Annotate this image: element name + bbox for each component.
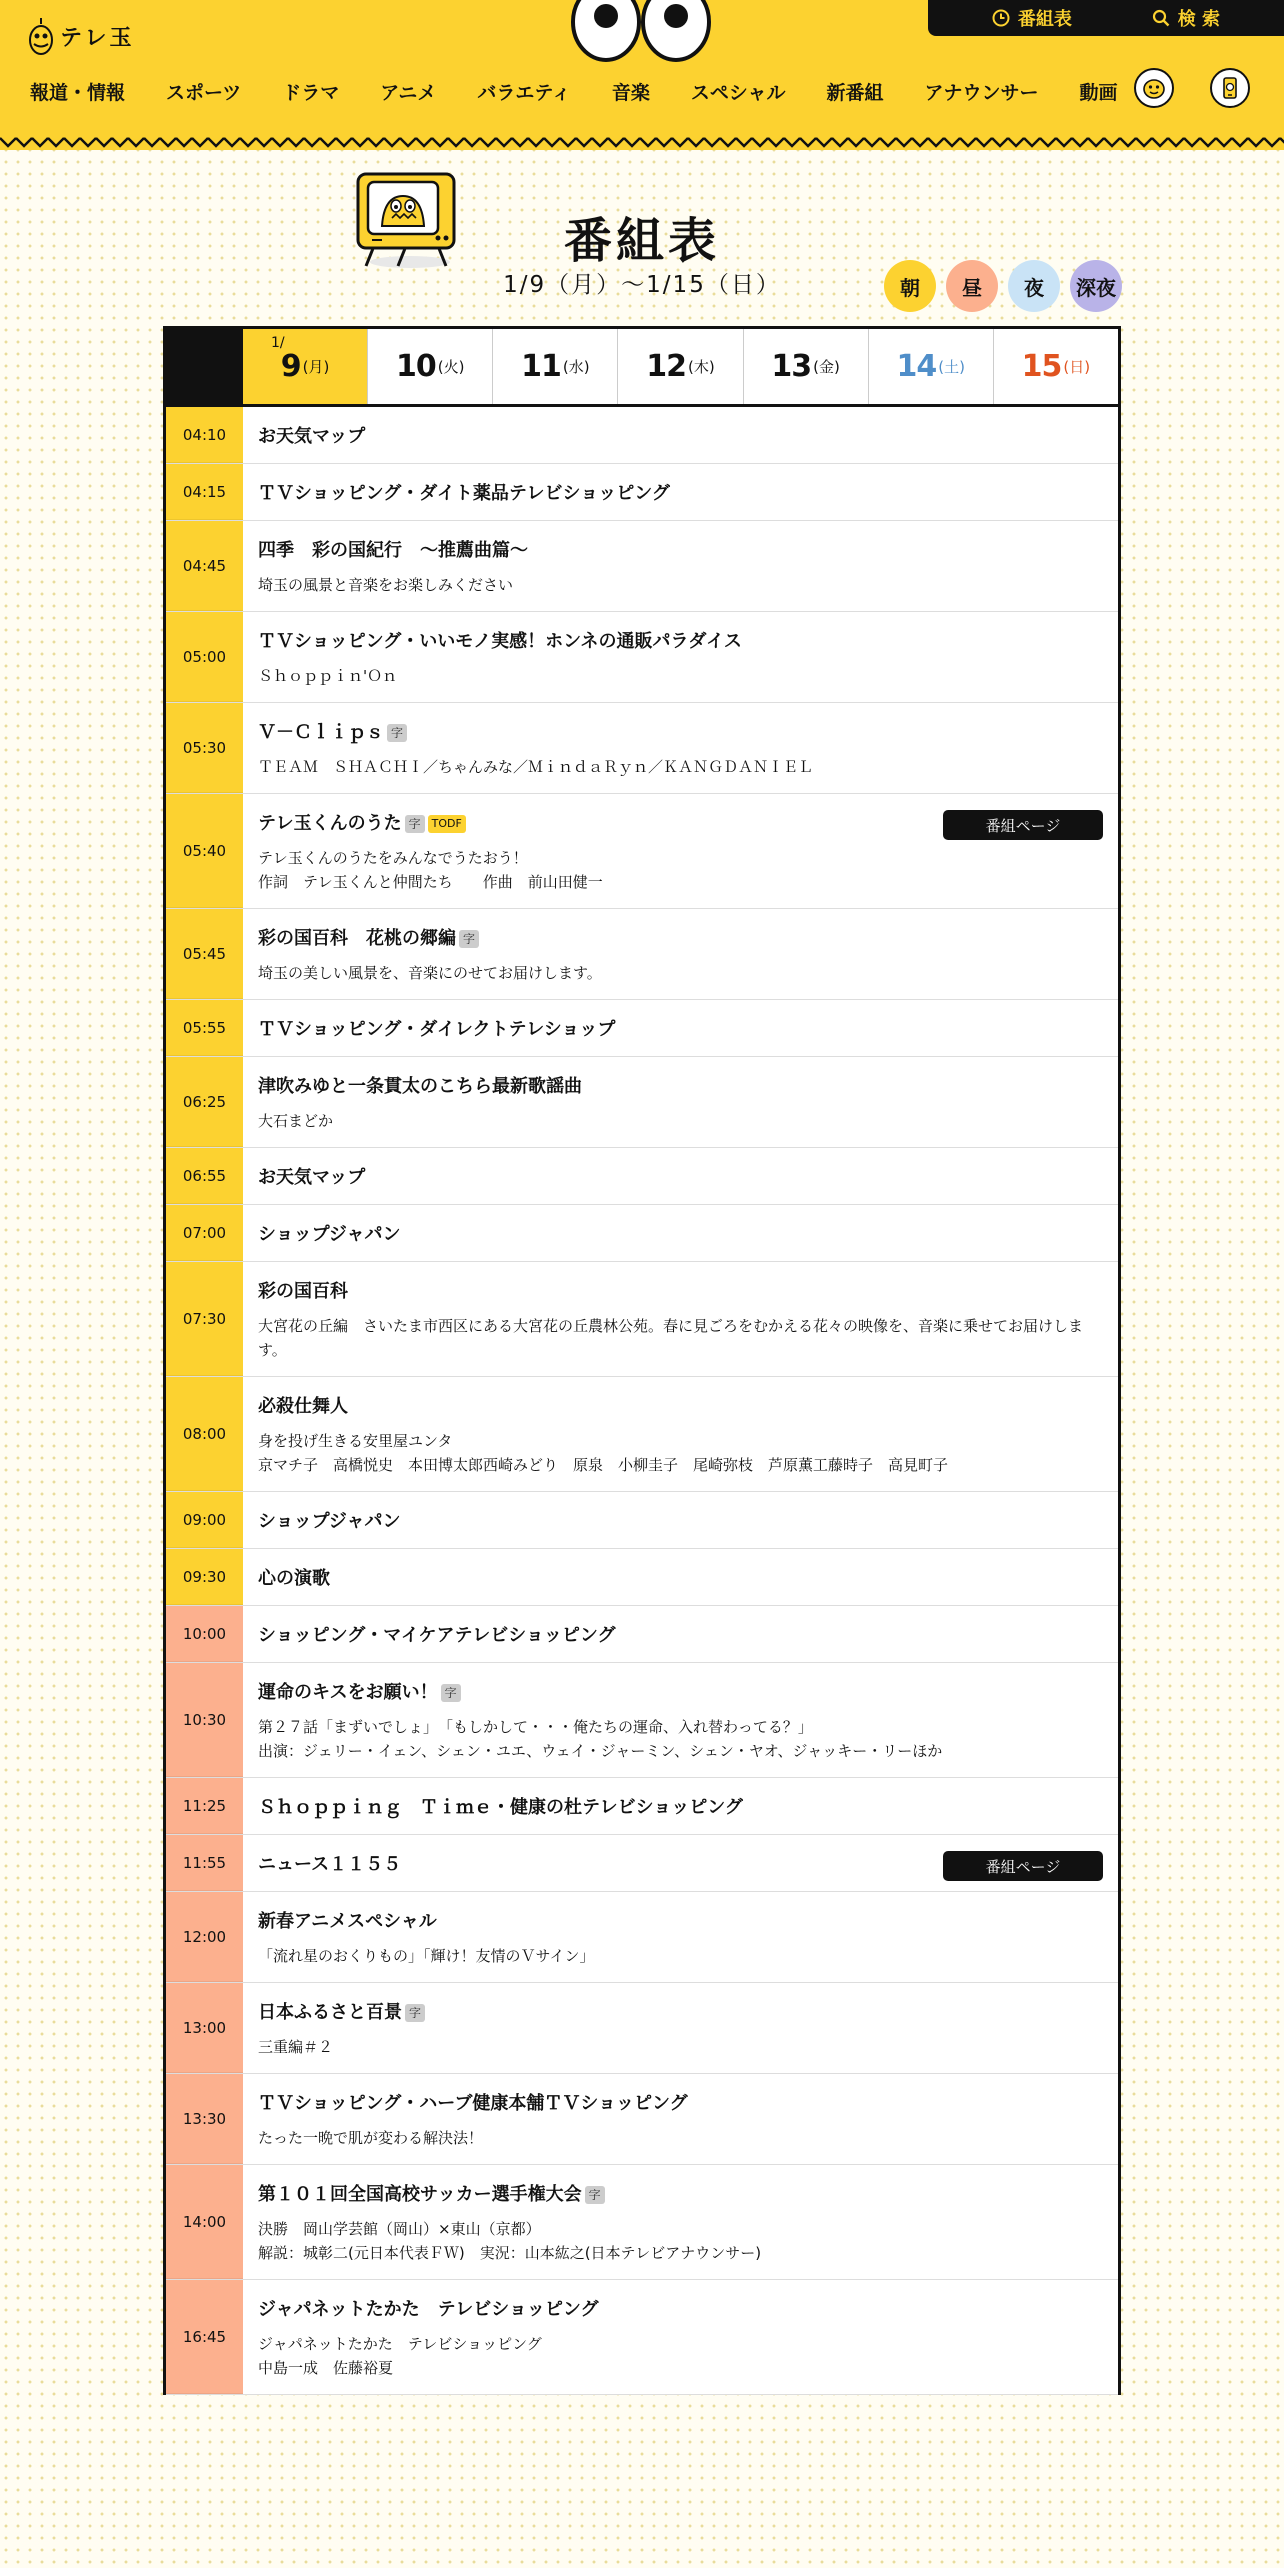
nav-item-announcers[interactable]: アナウンサー xyxy=(924,82,1039,104)
program-title-text: 津吹みゆと一条貫太のこちら最新歌謡曲 xyxy=(258,1076,582,1097)
program-description-line: 中島一成 佐藤裕夏 xyxy=(258,2359,394,2377)
program-description-line: たった一晩で肌が変わる解決法！ xyxy=(258,2129,484,2147)
program-description xyxy=(258,1715,1102,1763)
day-tab[interactable] xyxy=(243,329,367,404)
day-number: 9 xyxy=(280,349,301,384)
mascot-eyes-icon xyxy=(566,0,716,64)
program-description xyxy=(258,1429,1102,1477)
program-time: 11:55 xyxy=(166,1835,243,1891)
program-time: 08:00 xyxy=(166,1377,243,1491)
program-time: 10:00 xyxy=(166,1606,243,1662)
program-title xyxy=(258,1018,1102,1042)
program-row[interactable] xyxy=(166,1606,1118,1663)
date-range: 1/9（月）〜1/15（日） xyxy=(503,272,781,298)
search-label: 検 索 xyxy=(1177,9,1221,30)
program-time: 06:25 xyxy=(166,1057,243,1147)
program-row[interactable] xyxy=(166,1492,1118,1549)
program-title-text: 新春アニメスペシャル xyxy=(258,1911,437,1932)
program-description xyxy=(258,755,1102,779)
program-row[interactable] xyxy=(166,1377,1118,1492)
program-title-text: 四季 彩の国紀行 ～推薦曲篇～ xyxy=(258,540,528,561)
day-weekday: (火) xyxy=(437,358,465,376)
program-title xyxy=(258,721,1102,745)
program-description-line: 大石まどか xyxy=(258,1112,334,1130)
program-row[interactable] xyxy=(166,1000,1118,1057)
program-cell[interactable] xyxy=(243,464,1118,520)
program-cell[interactable] xyxy=(243,1057,1118,1147)
program-cell[interactable] xyxy=(243,1606,1118,1662)
program-title xyxy=(258,539,1102,563)
program-description xyxy=(258,2035,1102,2059)
program-cell[interactable] xyxy=(243,1377,1118,1491)
program-cell[interactable] xyxy=(243,2165,1118,2279)
program-cell[interactable] xyxy=(243,1835,1118,1891)
nav-item-videos[interactable]: 動画 xyxy=(1079,82,1118,104)
program-page-button[interactable]: 番組ページ xyxy=(943,1851,1103,1881)
program-row[interactable] xyxy=(166,2280,1118,2395)
program-cell[interactable] xyxy=(243,703,1118,793)
program-time: 09:30 xyxy=(166,1549,243,1605)
program-time: 09:00 xyxy=(166,1492,243,1548)
program-title-text: ニュース１１５５ xyxy=(258,1854,402,1875)
schedule-link[interactable] xyxy=(992,5,1072,31)
program-description-line: 「流れ星のおくりもの」「輝け！友情のＶサイン」 xyxy=(258,1947,595,1965)
logo-text: テレ玉 xyxy=(60,25,135,51)
program-title-text: Ｖ－Ｃｌｉｐｓ xyxy=(258,722,384,743)
program-cell[interactable] xyxy=(243,521,1118,611)
program-row[interactable] xyxy=(166,464,1118,521)
day-number: 13 xyxy=(771,349,812,384)
program-title xyxy=(258,1681,1102,1705)
program-cell[interactable] xyxy=(243,909,1118,999)
program-time: 05:30 xyxy=(166,703,243,793)
program-row[interactable] xyxy=(166,2165,1118,2280)
day-tab[interactable] xyxy=(993,329,1118,404)
program-title-text: ＴＶショッピング・いいモノ実感！ホンネの通販パラダイス xyxy=(258,631,742,652)
program-row[interactable] xyxy=(166,1778,1118,1835)
clock-icon xyxy=(992,9,1010,27)
tod-morning-button[interactable]: 朝 xyxy=(884,260,936,312)
program-list xyxy=(166,407,1118,2395)
day-month: 1/ xyxy=(271,335,285,351)
program-title xyxy=(258,1624,1102,1648)
program-time: 04:45 xyxy=(166,521,243,611)
program-title-text: 必殺仕舞人 xyxy=(258,1396,348,1417)
program-title-text: ＴＶショッピング・ダイト薬品テレビショッピング xyxy=(258,483,670,504)
schedule-title-area xyxy=(0,160,1284,320)
program-title xyxy=(258,482,1102,506)
program-title xyxy=(258,1796,1102,1820)
program-description xyxy=(258,2217,1102,2265)
subtitle-badge: 字 xyxy=(405,2004,425,2022)
program-description-line: 京マチ子 高橋悦史 本田博太郎西崎みどり 原泉 小柳圭子 尾崎弥枝 芦原薫工藤時子 高見町子 xyxy=(258,1456,949,1474)
program-time: 04:10 xyxy=(166,407,243,463)
program-description-line: 埼玉の風景と音楽をお楽しみください xyxy=(258,576,514,594)
program-title xyxy=(258,2298,1102,2322)
program-cell[interactable] xyxy=(243,407,1118,463)
program-cell[interactable] xyxy=(243,1778,1118,1834)
site-logo[interactable] xyxy=(28,14,135,58)
teletama-character-icon xyxy=(1141,75,1167,101)
program-page-button[interactable]: 番組ページ xyxy=(943,810,1103,840)
tod-latenight-button[interactable]: 深夜 xyxy=(1070,260,1122,312)
program-title-text: お天気マップ xyxy=(258,1167,366,1188)
day-tab[interactable] xyxy=(367,329,492,404)
program-title-text: Ｓｈｏｐｐｉｎｇ Ｔｉｍｅ・健康の杜テレビショッピング xyxy=(258,1797,743,1818)
program-title xyxy=(258,2092,1102,2116)
program-description xyxy=(258,1314,1102,1362)
subtitle-badge: 字 xyxy=(405,815,425,833)
program-title xyxy=(258,2183,1102,2207)
program-description xyxy=(258,1944,1102,1968)
page-title: 番組表 xyxy=(563,213,720,269)
nav-item-anime[interactable]: アニメ xyxy=(380,82,437,104)
program-time: 13:00 xyxy=(166,1983,243,2073)
program-time: 07:30 xyxy=(166,1262,243,1376)
program-time: 05:00 xyxy=(166,612,243,702)
nav-item-drama[interactable]: ドラマ xyxy=(282,82,340,104)
day-tab[interactable] xyxy=(743,329,868,404)
program-title xyxy=(258,1075,1102,1099)
program-description-line: 第２７話「まずいでしょ」 「もしかして・・・俺たちの運命、入れ替わってる？」 xyxy=(258,1718,813,1736)
program-description xyxy=(258,1109,1102,1133)
program-description xyxy=(258,573,1102,597)
program-time: 10:30 xyxy=(166,1663,243,1777)
program-time: 11:25 xyxy=(166,1778,243,1834)
program-description-line: 三重編＃２ xyxy=(258,2038,334,2056)
day-number: 15 xyxy=(1021,349,1062,384)
program-title xyxy=(258,1223,1102,1247)
program-row[interactable] xyxy=(166,1057,1118,1148)
program-row[interactable] xyxy=(166,2074,1118,2165)
program-cell[interactable] xyxy=(243,1148,1118,1204)
program-title xyxy=(258,927,1102,951)
program-time: 05:55 xyxy=(166,1000,243,1056)
program-row[interactable] xyxy=(166,612,1118,703)
program-description-line: ＴＥＡＭ ＳＨＡＣＨＩ／ちゃんみな／ＭｉｎｄａＲｙｎ／ＫＡＮＧＤＡＮＩＥＬ xyxy=(258,758,814,776)
program-description-line: テレ玉くんのうたをみんなでうたおう！ xyxy=(258,849,528,867)
program-title xyxy=(258,1910,1102,1934)
subtitle-badge: 字 xyxy=(387,724,407,742)
program-description-line: 出演：ジェリー・イェン、シェン・ユエ、ウェイ・ジャーミン、シェン・ヤオ、ジャッキー・リーほか xyxy=(258,1742,943,1760)
program-title-text: ＴＶショッピング・ハーブ健康本舗ＴＶショッピング xyxy=(258,2093,688,2114)
program-title-text: 彩の国百科 xyxy=(258,1281,348,1302)
site-header xyxy=(0,0,1284,150)
subtitle-badge: 字 xyxy=(585,2186,605,2204)
program-description-line: 大宮花の丘編 さいたま市西区にある大宮花の丘農林公苑。春に見ごろをむかえる花々の映像を、音楽に乗せてお届けします。 xyxy=(258,1317,1084,1359)
table-corner xyxy=(166,329,243,404)
program-title-text: ショップジャパン xyxy=(258,1224,401,1245)
day-weekday: (土) xyxy=(938,358,965,376)
day-weekday: (木) xyxy=(688,358,715,376)
utility-bar xyxy=(928,0,1284,36)
program-time: 14:00 xyxy=(166,2165,243,2279)
program-row[interactable] xyxy=(166,1892,1118,1983)
program-time: 05:40 xyxy=(166,794,243,908)
program-row[interactable] xyxy=(166,794,1118,909)
program-cell[interactable] xyxy=(243,1262,1118,1376)
program-time: 07:00 xyxy=(166,1205,243,1261)
day-tab[interactable] xyxy=(492,329,617,404)
day-weekday: (水) xyxy=(562,358,590,376)
program-description-line: 身を投げ生きる安里屋ユンタ xyxy=(258,1432,453,1450)
day-weekday: (日) xyxy=(1063,358,1091,376)
program-row[interactable] xyxy=(166,1205,1118,1262)
program-title-text: ＴＶショッピング・ダイレクトテレショップ xyxy=(258,1019,616,1040)
program-row[interactable] xyxy=(166,521,1118,612)
program-cell[interactable] xyxy=(243,1549,1118,1605)
tv-app-icon xyxy=(1217,75,1243,101)
program-row[interactable] xyxy=(166,1983,1118,2074)
program-row[interactable] xyxy=(166,1262,1118,1377)
program-row[interactable] xyxy=(166,1549,1118,1606)
program-cell[interactable] xyxy=(243,1983,1118,2073)
nav-item-sports[interactable]: スポーツ xyxy=(166,82,242,104)
main-nav xyxy=(30,78,1118,105)
program-cell[interactable] xyxy=(243,1663,1118,1777)
program-title-text: 運命のキスをお願い！ xyxy=(258,1682,438,1703)
nav-item-music[interactable]: 音楽 xyxy=(611,82,650,104)
program-time: 13:30 xyxy=(166,2074,243,2164)
program-cell[interactable] xyxy=(243,612,1118,702)
tv-app-button[interactable] xyxy=(1210,68,1250,108)
nav-item-special[interactable]: スペシャル xyxy=(690,82,786,104)
subtitle-badge: 字 xyxy=(459,930,479,948)
program-description-line: 埼玉の美しい風景を、音楽にのせてお届けします。 xyxy=(258,964,602,982)
program-cell[interactable] xyxy=(243,1892,1118,1982)
program-row[interactable] xyxy=(166,1663,1118,1778)
program-description xyxy=(258,2332,1102,2380)
day-number: 10 xyxy=(395,349,436,384)
program-title xyxy=(258,425,1102,449)
day-tab[interactable] xyxy=(868,329,993,404)
program-title-text: ショップジャパン xyxy=(258,1511,401,1532)
day-weekday: (月) xyxy=(302,358,330,376)
program-time: 04:15 xyxy=(166,464,243,520)
program-time: 05:45 xyxy=(166,909,243,999)
program-cell[interactable] xyxy=(243,2280,1118,2394)
program-row[interactable] xyxy=(166,909,1118,1000)
program-row[interactable] xyxy=(166,407,1118,464)
program-title-text: ショッピング・マイケアテレビショッピング xyxy=(258,1625,616,1646)
program-description xyxy=(258,2126,1102,2150)
teletama-mascot-icon xyxy=(28,16,54,56)
schedule-table xyxy=(163,326,1121,2395)
program-time: 12:00 xyxy=(166,1892,243,1982)
day-number: 14 xyxy=(896,349,937,384)
program-row[interactable] xyxy=(166,1835,1118,1892)
program-description xyxy=(258,846,1102,894)
program-title xyxy=(258,1395,1102,1419)
header-zigzag-edge xyxy=(0,134,1284,150)
teletama-character-button[interactable] xyxy=(1134,68,1174,108)
program-title xyxy=(258,1166,1102,1190)
program-cell[interactable] xyxy=(243,794,1118,908)
day-number: 12 xyxy=(646,349,686,384)
program-title-text: 彩の国百科 花桃の郷編 xyxy=(258,928,456,949)
day-tabs xyxy=(166,329,1118,407)
program-title xyxy=(258,630,1102,654)
search-link[interactable] xyxy=(1152,5,1220,31)
program-row[interactable] xyxy=(166,703,1118,794)
program-title xyxy=(258,1510,1102,1534)
nav-item-new-programs[interactable]: 新番組 xyxy=(826,82,884,104)
program-time: 06:55 xyxy=(166,1148,243,1204)
program-title xyxy=(258,1567,1102,1591)
program-title-text: お天気マップ xyxy=(258,426,366,447)
program-description-line: 作詞 テレ玉くんと仲間たち 作曲 前山田健一 xyxy=(258,873,603,891)
program-row[interactable] xyxy=(166,1148,1118,1205)
program-description-line: ジャパネットたかた テレビショッピング xyxy=(258,2335,542,2353)
program-title-text: ジャパネットたかた テレビショッピング xyxy=(258,2299,599,2320)
program-cell[interactable] xyxy=(243,1492,1118,1548)
program-title-text: 第１０１回全国高校サッカー選手権大会 xyxy=(258,2184,582,2205)
day-weekday: (金) xyxy=(813,358,840,376)
day-tab[interactable] xyxy=(617,329,742,404)
program-description xyxy=(258,961,1102,985)
schedule-label: 番組表 xyxy=(1017,9,1072,30)
program-title-text: 日本ふるさと百景 xyxy=(258,2002,402,2023)
todf-badge: TODF xyxy=(428,815,466,833)
subtitle-badge: 字 xyxy=(441,1684,461,1702)
program-description-line: Ｓｈｏｐｐｉｎ'Ｏｎ xyxy=(258,667,398,685)
program-cell[interactable] xyxy=(243,1205,1118,1261)
tod-daytime-button[interactable]: 昼 xyxy=(946,260,998,312)
program-time: 16:45 xyxy=(166,2280,243,2394)
program-description-line: 解説：城彰二(元日本代表ＦＷ) 実況：山本紘之(日本テレビアナウンサー) xyxy=(258,2244,762,2262)
program-title-text: テレ玉くんのうた xyxy=(258,813,402,834)
program-title xyxy=(258,2001,1102,2025)
day-number: 11 xyxy=(521,349,561,384)
nav-item-variety[interactable]: バラエティ xyxy=(477,82,571,104)
program-cell[interactable] xyxy=(243,1000,1118,1056)
program-cell[interactable] xyxy=(243,2074,1118,2164)
program-title-text: 心の演歌 xyxy=(258,1568,330,1589)
search-icon xyxy=(1152,9,1170,27)
program-title xyxy=(258,1280,1102,1304)
program-description xyxy=(258,664,1102,688)
tod-night-button[interactable]: 夜 xyxy=(1008,260,1060,312)
program-description-line: 決勝 岡山学芸館（岡山）×東山（京都） xyxy=(258,2220,541,2238)
nav-item-news[interactable]: 報道・情報 xyxy=(30,82,126,104)
